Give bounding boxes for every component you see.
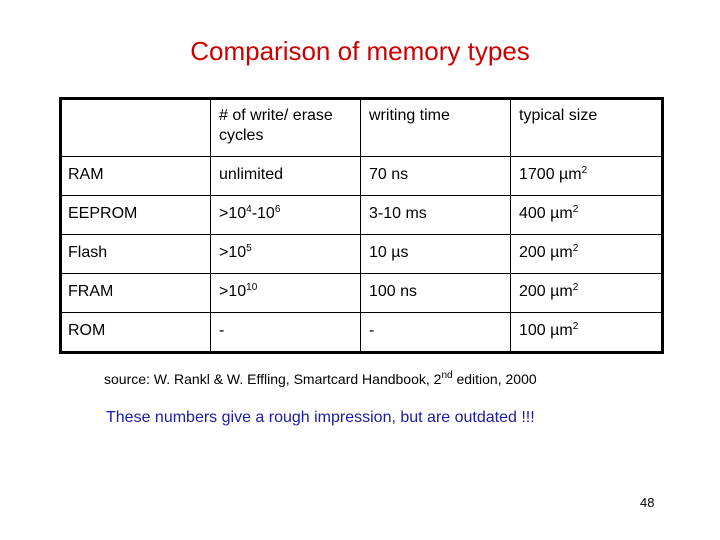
typical-size-cell: 100 µm$^2$: [511, 313, 663, 353]
typical-size-cell: 200 µm$^2$: [511, 235, 663, 274]
writing-time-cell: 100 ns: [361, 274, 511, 313]
header-cell-cycles: # of write/ erase cycles: [211, 99, 361, 157]
writing-time-cell: 10 µs: [361, 235, 511, 274]
typical-size-cell: 200 µm$^2$: [511, 274, 663, 313]
cycles-cell: -: [211, 313, 361, 353]
header-cell-typical-size: typical size: [511, 99, 663, 157]
slide-title: Comparison of memory types: [190, 36, 530, 66]
header-cell-writing-time: writing time: [361, 99, 511, 157]
memory-type-cell: FRAM: [61, 274, 211, 313]
writing-time-cell: 3-10 ms: [361, 196, 511, 235]
cycles-cell: $>10^5$: [211, 235, 361, 274]
memory-comparison-table: [59, 97, 664, 354]
cycles-cell: $>10^4-10^6$: [211, 196, 361, 235]
writing-time-cell: 70 ns: [361, 157, 511, 196]
memory-type-cell: EEPROM: [61, 196, 211, 235]
table-row: [61, 313, 663, 353]
table-row: [61, 196, 663, 235]
typical-size-cell: 400 µm$^2$: [511, 196, 663, 235]
writing-time-cell: -: [361, 313, 511, 353]
table-row: [61, 157, 663, 196]
table-row: [61, 274, 663, 313]
outdated-note: These numbers give a rough impression, but are outdated !!!: [106, 409, 535, 426]
memory-type-cell: ROM: [61, 313, 211, 353]
table-header-row: [61, 99, 663, 157]
source-citation: source: W. Rankl & W. Effling, Smartcard Handbook, 2nd edition, 2000: [104, 370, 537, 387]
memory-type-cell: RAM: [61, 157, 211, 196]
page-number: 48: [640, 495, 655, 510]
cycles-cell: unlimited: [211, 157, 361, 196]
header-cell-empty: [61, 99, 211, 157]
typical-size-cell: 1700 µm$^2$: [511, 157, 663, 196]
table-row: [61, 235, 663, 274]
cycles-cell: $>10^{10}$: [211, 274, 361, 313]
memory-type-cell: Flash: [61, 235, 211, 274]
